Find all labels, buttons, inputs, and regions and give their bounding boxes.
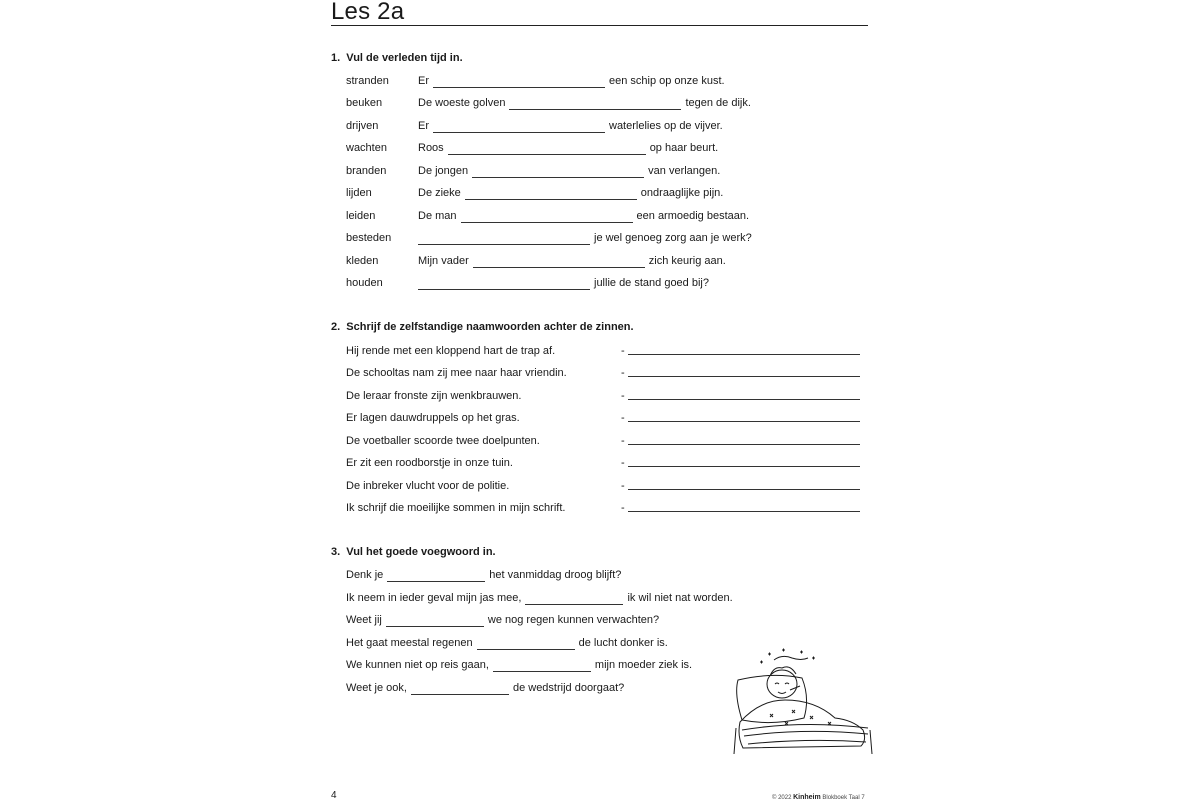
answer-line[interactable] <box>628 501 860 512</box>
sentence-start: De man <box>418 210 457 222</box>
dash: - <box>621 457 625 469</box>
conjunction-exercise-row <box>346 636 668 650</box>
sentence-end: een schip op onze kust. <box>609 75 725 87</box>
answer-line[interactable] <box>628 479 860 490</box>
answer-blank[interactable] <box>472 167 644 178</box>
sentence-end: jullie de stand goed bij? <box>594 277 709 289</box>
noun-exercise-row <box>346 434 866 448</box>
verb-label: drijven <box>346 120 379 132</box>
verb-label: branden <box>346 165 387 177</box>
sentence <box>418 254 726 268</box>
sentence-start: Ik neem in ieder geval mijn jas mee, <box>346 592 522 604</box>
sentence-start: De jongen <box>418 165 469 177</box>
sentence-end: mijn moeder ziek is. <box>594 659 693 671</box>
answer-blank[interactable] <box>448 144 646 155</box>
dash: - <box>621 480 625 492</box>
sentence-start: Denk je <box>346 569 384 581</box>
sentence-end: de wedstrijd doorgaat? <box>512 682 625 694</box>
dash: - <box>621 345 625 357</box>
dash: - <box>621 435 625 447</box>
sentence-end: het vanmiddag droog blijft? <box>489 569 622 581</box>
sentence-start: De woeste golven <box>418 97 506 109</box>
verb-label: kleden <box>346 255 379 267</box>
answer-line[interactable] <box>628 389 860 400</box>
sentence-start: De zieke <box>418 187 461 199</box>
sentence: De schooltas nam zij mee naar haar vriendin. <box>346 367 567 379</box>
sentence <box>418 276 709 290</box>
verb-label: wachten <box>346 142 387 154</box>
section2-heading: 2. Schrijf de zelfstandige naamwoorden achter de zinnen. <box>331 321 634 333</box>
sentence-end: van verlangen. <box>648 165 721 177</box>
noun-exercise-row <box>346 411 866 425</box>
answer-blank[interactable] <box>411 684 509 695</box>
sentence-end: ondraaglijke pijn. <box>640 187 724 199</box>
answer-blank[interactable] <box>477 639 575 650</box>
answer-blank[interactable] <box>473 257 645 268</box>
sentence <box>418 164 720 178</box>
sentence-start: Er <box>418 75 429 87</box>
noun-exercise-row <box>346 501 866 515</box>
sentence: De voetballer scoorde twee doelpunten. <box>346 435 540 447</box>
answer-blank[interactable] <box>387 571 485 582</box>
noun-exercise-row <box>346 479 866 493</box>
sentence: De leraar fronste zijn wenkbrauwen. <box>346 390 522 402</box>
sick-child-in-bed-illustration <box>730 644 875 756</box>
verb-label: leiden <box>346 210 376 222</box>
section3-heading: 3. Vul het goede voegwoord in. <box>331 546 496 558</box>
noun-exercise-row <box>346 344 866 358</box>
sentence-end: ik wil niet nat worden. <box>627 592 733 604</box>
section1-heading: 1. Vul de verleden tijd in. <box>331 52 463 64</box>
sentence: Er zit een roodborstje in onze tuin. <box>346 457 513 469</box>
sentence: Er lagen dauwdruppels op het gras. <box>346 412 520 424</box>
answer-line[interactable] <box>628 411 860 422</box>
page-number: 4 <box>331 790 337 801</box>
sentence-start: Mijn vader <box>418 255 469 267</box>
sentence <box>418 74 725 88</box>
conjunction-exercise-row <box>346 613 659 627</box>
sentence-end: waterlelies op de vijver. <box>609 120 723 132</box>
answer-blank[interactable] <box>465 189 637 200</box>
sentence <box>418 141 718 155</box>
conjunction-exercise-row <box>346 591 733 605</box>
answer-blank[interactable] <box>461 212 633 223</box>
dash: - <box>621 412 625 424</box>
sentence <box>418 186 723 200</box>
sentence-start: We kunnen niet op reis gaan, <box>346 659 489 671</box>
answer-blank[interactable] <box>525 594 623 605</box>
sentence <box>418 209 749 223</box>
dash: - <box>621 367 625 379</box>
sentence <box>418 96 751 110</box>
answer-line[interactable] <box>628 366 860 377</box>
publisher-name: Kinheim <box>793 794 821 801</box>
answer-blank[interactable] <box>418 279 590 290</box>
verb-label: stranden <box>346 75 389 87</box>
verb-label: lijden <box>346 187 372 199</box>
sentence-end: we nog regen kunnen verwachten? <box>487 614 660 626</box>
title-divider <box>331 25 868 26</box>
conjunction-exercise-row <box>346 681 624 695</box>
sentence-end: je wel genoeg zorg aan je werk? <box>594 232 752 244</box>
sentence-start: Roos <box>418 142 444 154</box>
conjunction-exercise-row <box>346 658 692 672</box>
verb-label: houden <box>346 277 383 289</box>
answer-blank[interactable] <box>386 616 484 627</box>
sentence: Ik schrijf die moeilijke sommen in mijn schrift. <box>346 502 566 514</box>
copyright-year: © 2022 <box>772 795 792 801</box>
noun-exercise-row <box>346 456 866 470</box>
answer-line[interactable] <box>628 456 860 467</box>
verb-label: besteden <box>346 232 392 244</box>
sentence-end: zich keurig aan. <box>648 255 726 267</box>
sentence-end: tegen de dijk. <box>685 97 751 109</box>
answer-blank[interactable] <box>418 234 590 245</box>
noun-exercise-row <box>346 389 866 403</box>
sentence-end: een armoedig bestaan. <box>636 210 750 222</box>
answer-blank[interactable] <box>433 122 605 133</box>
sentence <box>418 119 723 133</box>
sentence-start: Weet jij <box>346 614 382 626</box>
noun-exercise-row <box>346 366 866 380</box>
answer-blank[interactable] <box>493 661 591 672</box>
verb-label: beuken <box>346 97 383 109</box>
conjunction-exercise-row <box>346 568 621 582</box>
answer-blank[interactable] <box>433 77 605 88</box>
dash: - <box>621 390 625 402</box>
sentence <box>418 231 752 245</box>
answer-blank[interactable] <box>509 99 681 110</box>
sentence-start: Weet je ook, <box>346 682 407 694</box>
sentence: De inbreker vlucht voor de politie. <box>346 480 510 492</box>
book-title: Blokboek Taal 7 <box>822 795 865 801</box>
sentence-end: op haar beurt. <box>649 142 719 154</box>
answer-line[interactable] <box>628 344 860 355</box>
sentence-end: de lucht donker is. <box>578 637 668 649</box>
answer-line[interactable] <box>628 434 860 445</box>
dash: - <box>621 502 625 514</box>
sentence: Hij rende met een kloppend hart de trap af. <box>346 345 556 357</box>
sentence-start: Er <box>418 120 429 132</box>
page-title: Les 2a <box>331 0 405 25</box>
sentence-start: Het gaat meestal regenen <box>346 637 473 649</box>
